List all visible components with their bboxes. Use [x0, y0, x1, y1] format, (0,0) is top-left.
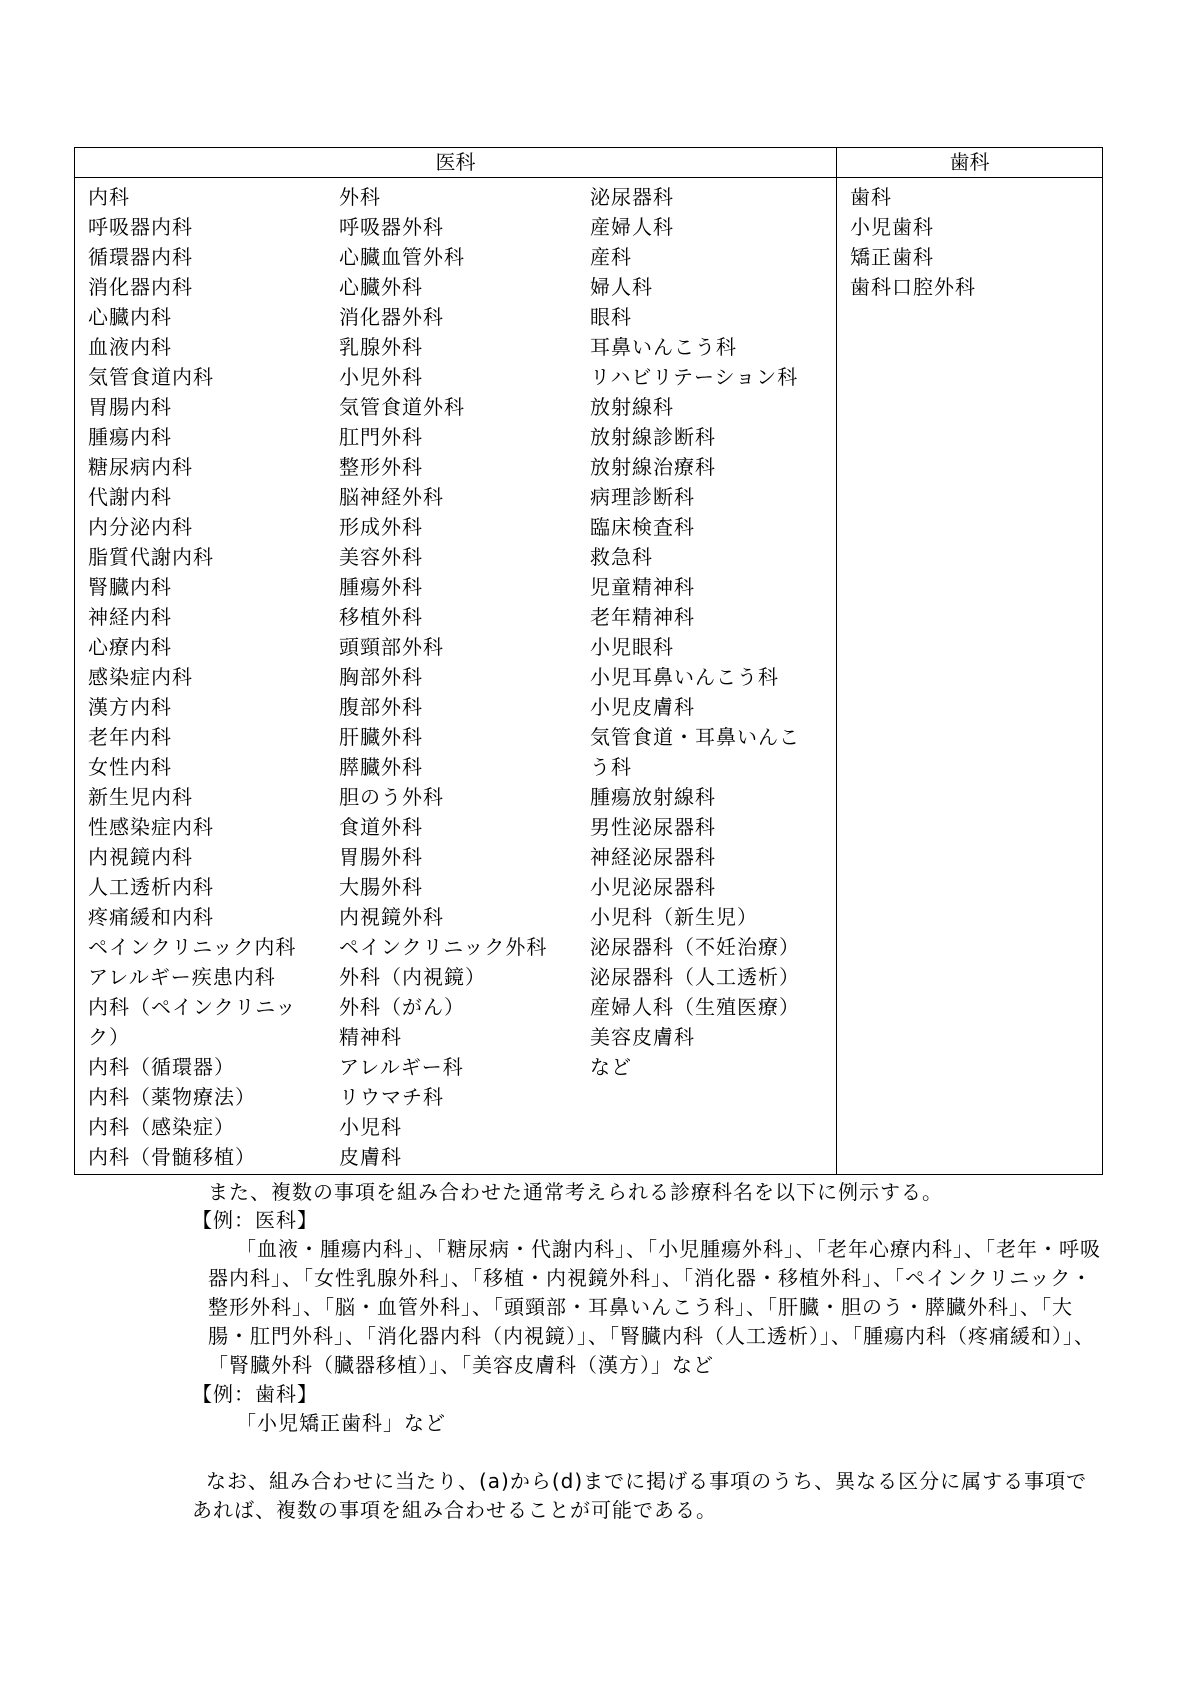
department-name: 腫瘍外科 [339, 575, 423, 599]
department-table [74, 147, 1103, 1175]
department-name: 美容外科 [339, 545, 423, 569]
department-name: 胃腸外科 [339, 845, 423, 869]
department-name: 感染症内科 [88, 665, 193, 689]
department-name: 産婦人科（生殖医療） [590, 995, 800, 1019]
department-name: 美容皮膚科 [590, 1025, 695, 1049]
department-name: 放射線治療科 [590, 455, 716, 479]
dental-column [837, 182, 1102, 302]
department-name: 腫瘍放射線科 [590, 785, 716, 809]
department-name: 疼痛緩和内科 [88, 905, 214, 929]
department-name: 放射線診断科 [590, 425, 716, 449]
department-name: 小児眼科 [590, 635, 674, 659]
department-name: 腹部外科 [339, 695, 423, 719]
department-name: 腫瘍内科 [88, 425, 172, 449]
department-name: 臨床検査科 [590, 515, 695, 539]
department-name: 歯科 [850, 185, 892, 209]
department-name: 産科 [590, 245, 632, 269]
department-name: 内科（薬物療法） [88, 1085, 256, 1109]
department-name: 婦人科 [590, 275, 653, 299]
department-name: 心臓外科 [339, 275, 423, 299]
department-name: 救急科 [590, 545, 653, 569]
department-name: 肝臓外科 [339, 725, 423, 749]
medical-column-3 [577, 182, 823, 1172]
department-name: 小児耳鼻いんこう科 [590, 665, 779, 689]
department-name: 糖尿病内科 [88, 455, 193, 479]
medical-column-2 [326, 182, 577, 1172]
intro-paragraph: また、複数の事項を組み合わせた通常考えられる診療科名を以下に例示する。 [208, 1180, 943, 1204]
dental-cell [837, 178, 1103, 1175]
department-name: 産婦人科 [590, 215, 674, 239]
department-name: 内科（循環器） [88, 1055, 235, 1079]
department-name: 心臓内科 [88, 305, 172, 329]
department-name: 頭頸部外科 [339, 635, 444, 659]
medical-column-1 [75, 182, 326, 1172]
department-name: 外科（がん） [339, 995, 465, 1019]
department-name: 呼吸器内科 [88, 215, 193, 239]
department-name: 外科 [339, 185, 381, 209]
department-name: リハビリテーション科 [590, 365, 799, 389]
department-name: 人工透析内科 [88, 875, 214, 899]
note-paragraph: なお、組み合わせに当たり、(a)から(d)までに掲げる事項のうち、異なる区分に属する事項であれば、複数の事項を組み合わせることが可能である。 [192, 1469, 1088, 1522]
department-name: 心療内科 [88, 635, 172, 659]
department-name: 神経内科 [88, 605, 172, 629]
department-name: 外科（内視鏡） [339, 965, 486, 989]
department-name: 泌尿器科（人工透析） [590, 965, 800, 989]
department-name: 病理診断科 [590, 485, 695, 509]
department-name: 小児外科 [339, 365, 423, 389]
department-name: 乳腺外科 [339, 335, 423, 359]
department-name: ペインクリニック外科 [339, 935, 548, 959]
department-name: 代謝内科 [88, 485, 172, 509]
department-name: 肛門外科 [339, 425, 423, 449]
example-medical-text: 「血液・腫瘍内科」、「糖尿病・代謝内科」、「小児腫瘍外科」、「老年心療内科」、「老年・呼吸器内科」、「女性乳腺外科」、「移植・内視鏡外科」、「消化器・移植外科」、「ペインクリニック・整形外科」、「脳・血管外科」、「頭頸部・耳鼻いんこう科」、「肝臓・胆のう・膵臓外科」、「大腸・肛門外科」、「消化器内科（内視鏡）」、「腎臓内科（人工透析）」、「腫瘍内科（疼痛緩和）」、「腎臓外科（臓器移植）」、「美容皮膚科（漢方）」など [208, 1237, 1101, 1377]
department-name: 歯科口腔外科 [850, 275, 976, 299]
department-name: 呼吸器外科 [339, 215, 444, 239]
medical-cell [75, 178, 837, 1175]
department-name: など [590, 1055, 632, 1079]
department-name: 矯正歯科 [850, 245, 934, 269]
department-name: アレルギー疾患内科 [88, 965, 276, 989]
department-name: 内科（感染症） [88, 1115, 235, 1139]
department-name: 胆のう外科 [339, 785, 444, 809]
department-name: 脳神経外科 [339, 485, 444, 509]
department-name: 移植外科 [339, 605, 423, 629]
department-name: 大腸外科 [339, 875, 423, 899]
department-name: 漢方内科 [88, 695, 172, 719]
department-name: リウマチ科 [339, 1085, 444, 1109]
department-name: 気管食道外科 [339, 395, 465, 419]
department-name: 小児歯科 [850, 215, 934, 239]
medical-header: 医科 [75, 148, 837, 178]
department-name: 血液内科 [88, 335, 172, 359]
department-name: 消化器外科 [339, 305, 444, 329]
department-name: 内科（ペインクリニッ [88, 995, 297, 1019]
department-name: 内視鏡内科 [88, 845, 193, 869]
department-name: 内分泌内科 [88, 515, 193, 539]
department-name: 脂質代謝内科 [88, 545, 214, 569]
department-name: 性感染症内科 [88, 815, 214, 839]
department-name: 形成外科 [339, 515, 423, 539]
department-name: う科 [590, 755, 632, 779]
example-medical-label: 【例：医科】 [192, 1208, 318, 1232]
department-name: 気管食道・耳鼻いんこ [590, 725, 800, 749]
department-name: 消化器内科 [88, 275, 193, 299]
department-name: 胸部外科 [339, 665, 423, 689]
department-name: 内科 [88, 185, 130, 209]
department-name: 老年内科 [88, 725, 172, 749]
dental-header: 歯科 [837, 148, 1103, 178]
department-name: 女性内科 [88, 755, 172, 779]
department-name: 小児科 [339, 1115, 402, 1139]
department-name: 泌尿器科（不妊治療） [590, 935, 800, 959]
department-name: 眼科 [590, 305, 632, 329]
department-name: ク） [88, 1025, 130, 1049]
example-dental-text: 「小児矯正歯科」など [236, 1411, 446, 1435]
department-name: 腎臓内科 [88, 575, 172, 599]
department-name: 小児泌尿器科 [590, 875, 716, 899]
department-name: 整形外科 [339, 455, 423, 479]
department-name: 老年精神科 [590, 605, 695, 629]
department-name: 皮膚科 [339, 1145, 402, 1169]
department-name: 心臓血管外科 [339, 245, 465, 269]
department-name: 神経泌尿器科 [590, 845, 716, 869]
department-name: アレルギー科 [339, 1055, 464, 1079]
department-name: ペインクリニック内科 [88, 935, 297, 959]
department-name: 循環器内科 [88, 245, 193, 269]
department-name: 放射線科 [590, 395, 674, 419]
department-name: 耳鼻いんこう科 [590, 335, 737, 359]
department-name: 気管食道内科 [88, 365, 214, 389]
department-name: 精神科 [339, 1025, 402, 1049]
department-name: 泌尿器科 [590, 185, 674, 209]
department-name: 膵臓外科 [339, 755, 423, 779]
department-name: 胃腸内科 [88, 395, 172, 419]
department-name: 内科（骨髄移植） [88, 1145, 256, 1169]
department-name: 内視鏡外科 [339, 905, 444, 929]
department-name: 小児皮膚科 [590, 695, 695, 719]
department-name: 男性泌尿器科 [590, 815, 716, 839]
example-dental-label: 【例：歯科】 [192, 1382, 318, 1406]
department-name: 新生児内科 [88, 785, 193, 809]
department-name: 児童精神科 [590, 575, 695, 599]
department-name: 食道外科 [339, 815, 423, 839]
department-name: 小児科（新生児） [590, 905, 758, 929]
